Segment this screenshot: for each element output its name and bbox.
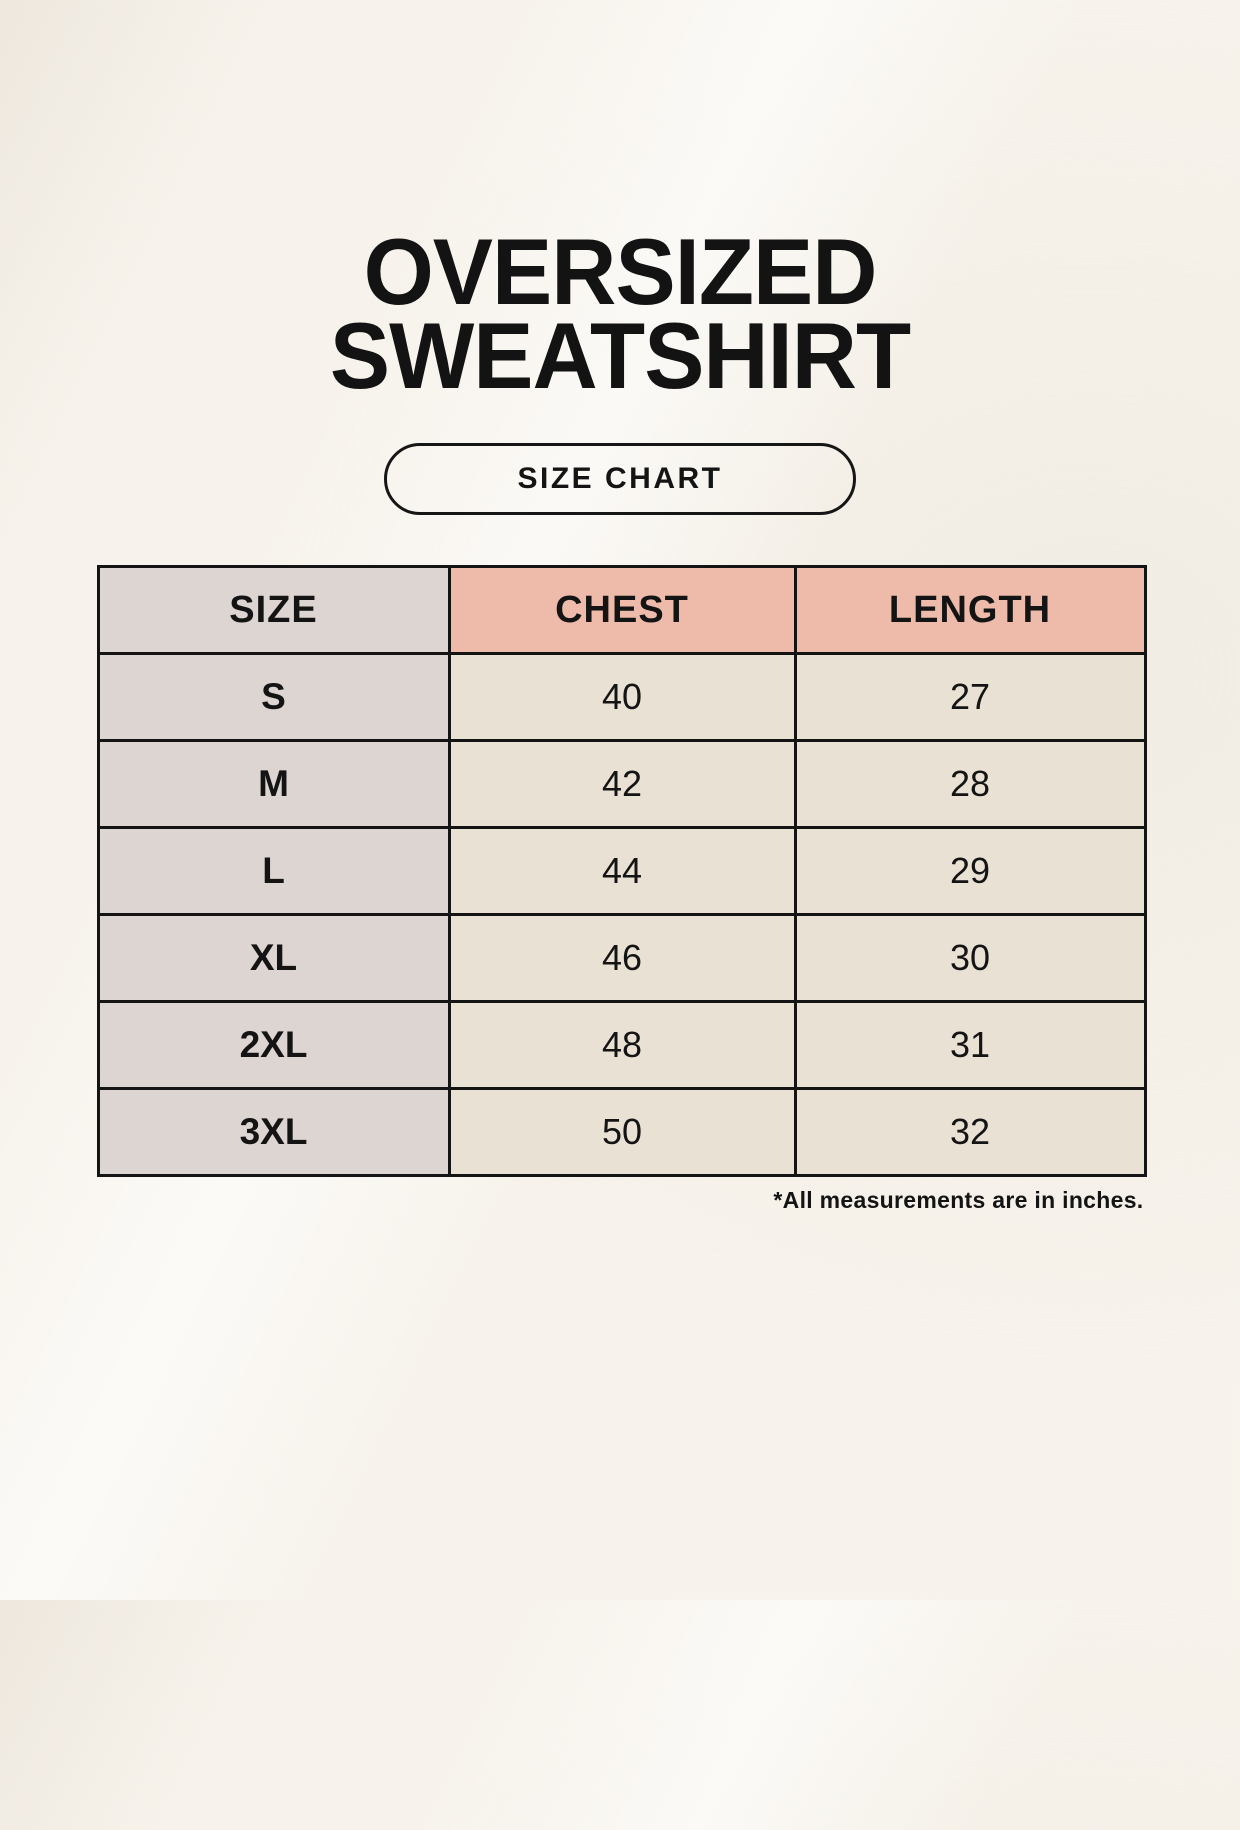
size-label-cell: M	[98, 741, 449, 828]
table-row	[98, 741, 1145, 828]
chest-value-cell: 48	[449, 1002, 795, 1089]
size-label-cell: 3XL	[98, 1089, 449, 1176]
size-label-cell: 2XL	[98, 1002, 449, 1089]
size-chart-table	[97, 565, 1147, 1177]
page-title-line2: SWEATSHIRT	[329, 303, 911, 408]
table-row	[98, 1002, 1145, 1089]
size-label-cell: XL	[98, 915, 449, 1002]
column-header-size: SIZE	[98, 567, 449, 654]
table-row	[98, 1089, 1145, 1176]
page-title	[25, 219, 1215, 408]
length-value-cell: 28	[795, 741, 1145, 828]
chest-value-cell: 46	[449, 915, 795, 1002]
chest-value-cell: 50	[449, 1089, 795, 1176]
size-chart-button[interactable]	[384, 443, 856, 515]
chest-value-cell: 42	[449, 741, 795, 828]
table-row	[98, 915, 1145, 1002]
size-chart-button-label: SIZE CHART	[517, 462, 723, 495]
table-row	[98, 828, 1145, 915]
length-value-cell: 29	[795, 828, 1145, 915]
length-value-cell: 27	[795, 654, 1145, 741]
chest-value-cell: 44	[449, 828, 795, 915]
measurements-footnote: *All measurements are in inches.	[773, 1187, 1144, 1213]
table-header-row	[98, 567, 1145, 654]
size-chart-page	[0, 219, 1240, 1830]
size-label-cell: S	[98, 654, 449, 741]
length-value-cell: 32	[795, 1089, 1145, 1176]
length-value-cell: 30	[795, 915, 1145, 1002]
size-chart-table-container	[97, 565, 1144, 1177]
length-value-cell: 31	[795, 1002, 1145, 1089]
column-header-length: LENGTH	[795, 567, 1145, 654]
size-label-cell: L	[98, 828, 449, 915]
table-row	[98, 654, 1145, 741]
column-header-chest: CHEST	[449, 567, 795, 654]
chest-value-cell: 40	[449, 654, 795, 741]
page-title-line1: OVERSIZED	[363, 219, 877, 324]
